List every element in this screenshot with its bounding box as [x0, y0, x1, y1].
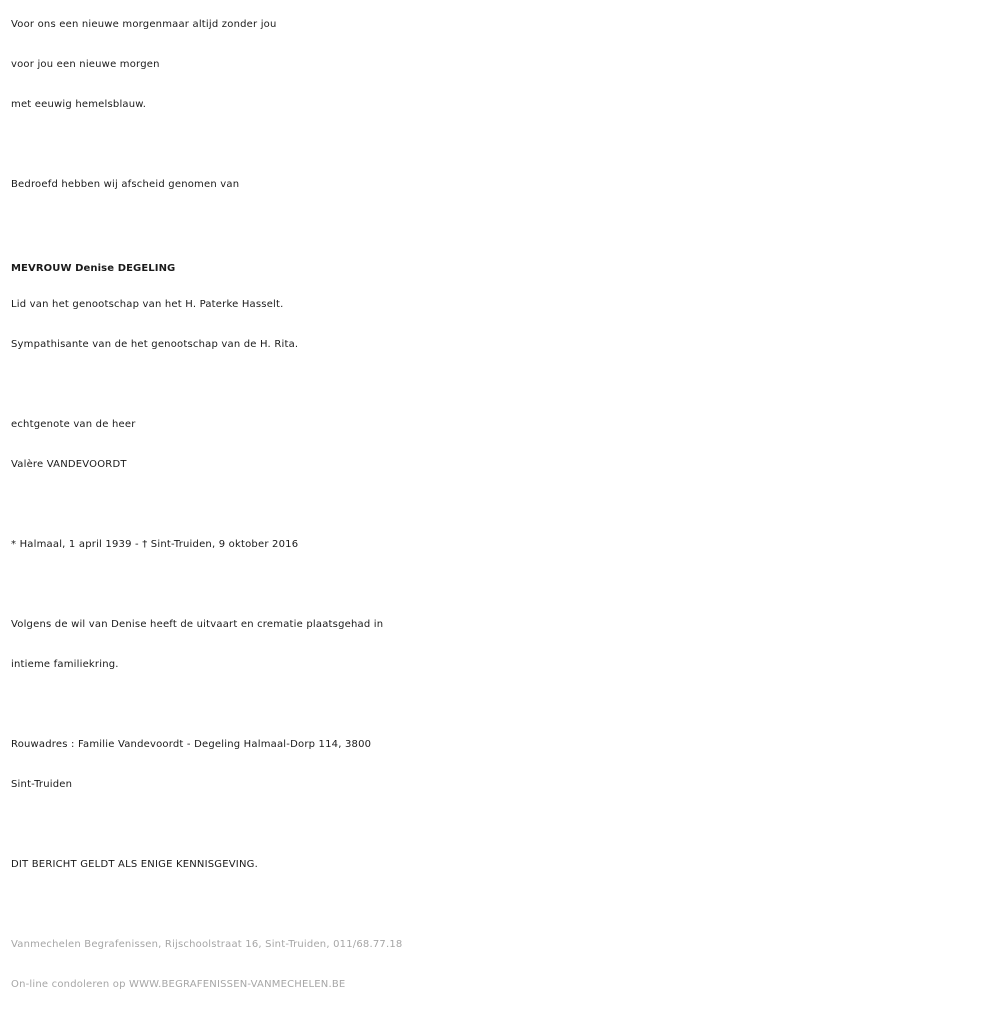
obituary-notice — [11, 5, 991, 1005]
spacer — [11, 885, 991, 925]
spacer — [11, 685, 991, 725]
spacer — [11, 485, 991, 525]
spouse-relation: echtgenote van de heer — [11, 419, 136, 430]
address-line-1: Rouwadres : Familie Vandevoordt - Degeling Halmaal-Dorp 114, 3800 — [11, 739, 372, 750]
notice-text: DIT BERICHT GELDT ALS ENIGE KENNISGEVING. — [11, 859, 258, 870]
poem-line-3: met eeuwig hemelsblauw. — [11, 99, 147, 110]
spacer — [11, 125, 991, 165]
funeral-home-info: Vanmechelen Begrafenissen, Rijschoolstraat 16, Sint-Truiden, 011/68.77.18 — [11, 939, 403, 950]
spacer — [11, 205, 991, 245]
membership-line-1: Lid van het genootschap van het H. Paterke Hasselt. — [11, 299, 284, 310]
spacer — [11, 365, 991, 405]
spacer — [11, 565, 991, 605]
spacer — [11, 805, 991, 845]
funeral-line-1: Volgens de wil van Denise heeft de uitvaart en crematie plaatsgehad in — [11, 619, 384, 630]
address-line-2: Sint-Truiden — [11, 779, 73, 790]
funeral-line-2: intieme familiekring. — [11, 659, 119, 670]
online-condolence-link[interactable]: On-line condoleren op WWW.BEGRAFENISSEN-VANMECHELEN.BE — [11, 979, 346, 990]
birth-death-dates: * Halmaal, 1 april 1939 - † Sint-Truiden, 9 oktober 2016 — [11, 539, 299, 550]
poem-line-1: Voor ons een nieuwe morgenmaar altijd zonder jou — [11, 19, 277, 30]
deceased-name: MEVROUW Denise DEGELING — [11, 263, 176, 274]
poem-line-2: voor jou een nieuwe morgen — [11, 59, 160, 70]
intro-text: Bedroefd hebben wij afscheid genomen van — [11, 179, 240, 190]
membership-line-2: Sympathisante van de het genootschap van de H. Rita. — [11, 339, 299, 350]
spouse-name: Valère VANDEVOORDT — [11, 459, 127, 470]
